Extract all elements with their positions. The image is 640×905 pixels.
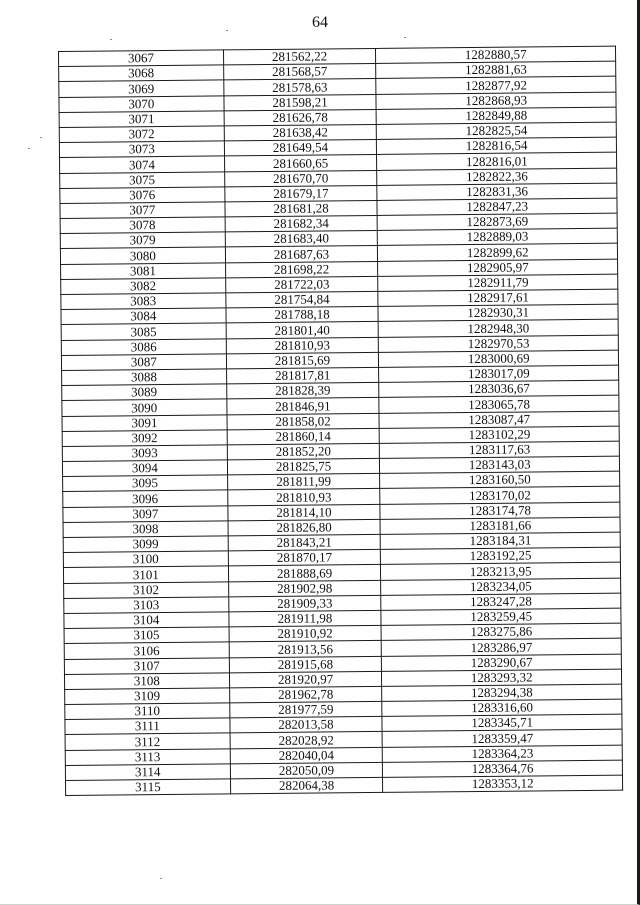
point-number-cell: 3099 (63, 536, 228, 553)
point-number-cell: 3098 (63, 521, 228, 538)
point-number-cell: 3103 (64, 597, 229, 614)
y-coordinate-cell: 1283065,78 (379, 395, 619, 412)
x-coordinate-cell: 281638,42 (224, 124, 377, 141)
y-coordinate-cell: 1283017,09 (379, 365, 619, 382)
point-number-cell: 3094 (62, 460, 227, 477)
x-coordinate-cell: 281910,92 (229, 626, 382, 643)
y-coordinate-cell: 1283117,63 (380, 441, 620, 458)
x-coordinate-cell: 281817,81 (226, 367, 379, 384)
y-coordinate-cell: 1283160,50 (380, 471, 620, 488)
point-number-cell: 3105 (64, 627, 229, 644)
point-number-cell: 3097 (63, 506, 228, 523)
point-number-cell: 3110 (65, 703, 230, 720)
x-coordinate-cell: 281815,69 (226, 352, 379, 369)
y-coordinate-cell: 1282816,54 (377, 137, 617, 154)
scan-speck (160, 878, 162, 879)
x-coordinate-cell: 281578,63 (223, 79, 376, 96)
y-coordinate-cell: 1283143,03 (380, 456, 620, 473)
scan-speck (226, 30, 228, 31)
y-coordinate-cell: 1283316,60 (382, 699, 622, 716)
y-coordinate-cell: 1283286,97 (382, 638, 622, 655)
point-number-cell: 3067 (59, 50, 224, 67)
x-coordinate-cell: 281852,20 (227, 443, 380, 460)
y-coordinate-cell: 1282868,93 (376, 92, 616, 109)
y-coordinate-cell: 1282822,36 (377, 168, 617, 185)
y-coordinate-cell: 1282889,03 (378, 228, 618, 245)
point-number-cell: 3102 (64, 581, 229, 598)
x-coordinate-cell: 281858,02 (227, 413, 380, 430)
x-coordinate-cell: 281670,70 (224, 170, 377, 187)
scan-speck (404, 37, 406, 38)
x-coordinate-cell: 281682,34 (225, 216, 378, 233)
x-coordinate-cell: 281870,17 (228, 550, 381, 567)
x-coordinate-cell: 282040,04 (230, 747, 383, 764)
x-coordinate-cell: 281681,28 (225, 200, 378, 217)
coordinates-table-body (59, 46, 623, 795)
point-number-cell: 3080 (60, 247, 225, 264)
x-coordinate-cell: 281962,78 (229, 686, 382, 703)
point-number-cell: 3106 (64, 642, 229, 659)
x-coordinate-cell: 282028,92 (230, 732, 383, 749)
y-coordinate-cell: 1283247,28 (381, 593, 621, 610)
y-coordinate-cell: 1283359,47 (382, 730, 622, 747)
x-coordinate-cell: 281814,10 (228, 504, 381, 521)
point-number-cell: 3115 (66, 779, 231, 796)
point-number-cell: 3079 (60, 232, 225, 249)
point-number-cell: 3091 (62, 414, 227, 431)
y-coordinate-cell: 1283364,23 (383, 745, 623, 762)
point-number-cell: 3089 (62, 384, 227, 401)
x-coordinate-cell: 281598,21 (224, 94, 377, 111)
point-number-cell: 3090 (62, 399, 227, 416)
point-number-cell: 3083 (61, 293, 226, 310)
point-number-cell: 3095 (63, 475, 228, 492)
y-coordinate-cell: 1283000,69 (379, 350, 619, 367)
x-coordinate-cell: 281846,91 (227, 398, 380, 415)
point-number-cell: 3104 (64, 612, 229, 629)
y-coordinate-cell: 1283345,71 (382, 714, 622, 731)
point-number-cell: 3109 (65, 688, 230, 705)
x-coordinate-cell: 281649,54 (224, 140, 377, 157)
page-number: 64 (312, 14, 328, 31)
point-number-cell: 3085 (61, 323, 226, 340)
y-coordinate-cell: 1283184,31 (381, 532, 621, 549)
y-coordinate-cell: 1282873,69 (378, 213, 618, 230)
x-coordinate-cell: 281698,22 (225, 261, 378, 278)
y-coordinate-cell: 1282847,23 (377, 198, 617, 215)
y-coordinate-cell: 1283290,67 (382, 654, 622, 671)
point-number-cell: 3070 (59, 95, 224, 112)
point-number-cell: 3086 (61, 338, 226, 355)
y-coordinate-cell: 1282849,88 (376, 107, 616, 124)
x-coordinate-cell: 281915,68 (229, 656, 382, 673)
x-coordinate-cell: 281913,56 (229, 641, 382, 658)
x-coordinate-cell: 282064,38 (230, 777, 383, 794)
y-coordinate-cell: 1282831,36 (377, 183, 617, 200)
point-number-cell: 3100 (63, 551, 228, 568)
point-number-cell: 3087 (61, 354, 226, 371)
x-coordinate-cell: 281754,84 (225, 291, 378, 308)
x-coordinate-cell: 282050,09 (230, 762, 383, 779)
x-coordinate-cell: 281909,33 (228, 595, 381, 612)
y-coordinate-cell: 1282970,53 (379, 335, 619, 352)
point-number-cell: 3076 (60, 187, 225, 204)
x-coordinate-cell: 281860,14 (227, 428, 380, 445)
y-coordinate-cell: 1283234,05 (381, 578, 621, 595)
y-coordinate-cell: 1283087,47 (379, 411, 619, 428)
y-coordinate-cell: 1283294,38 (382, 684, 622, 701)
point-number-cell: 3075 (60, 171, 225, 188)
y-coordinate-cell: 1283275,86 (381, 623, 621, 640)
point-number-cell: 3096 (63, 490, 228, 507)
point-number-cell: 3108 (64, 673, 229, 690)
x-coordinate-cell: 281888,69 (228, 565, 381, 582)
point-number-cell: 3088 (62, 369, 227, 386)
x-coordinate-cell: 281801,40 (226, 322, 379, 339)
x-coordinate-cell: 281660,65 (224, 155, 377, 172)
point-number-cell: 3112 (65, 733, 230, 750)
point-number-cell: 3069 (59, 80, 224, 97)
scan-speck (110, 39, 112, 40)
point-number-cell: 3107 (64, 657, 229, 674)
point-number-cell: 3071 (59, 111, 224, 128)
point-number-cell: 3084 (61, 308, 226, 325)
point-number-cell: 3082 (61, 278, 226, 295)
scan-speck (28, 148, 30, 149)
point-number-cell: 3093 (62, 445, 227, 462)
y-coordinate-cell: 1282880,57 (376, 46, 616, 63)
y-coordinate-cell: 1282948,30 (379, 320, 619, 337)
y-coordinate-cell: 1282917,61 (378, 289, 618, 306)
point-number-cell: 3081 (61, 263, 226, 280)
y-coordinate-cell: 1282899,62 (378, 244, 618, 261)
y-coordinate-cell: 1282816,01 (377, 152, 617, 169)
point-number-cell: 3113 (65, 749, 230, 766)
x-coordinate-cell: 281977,59 (229, 701, 382, 718)
point-number-cell: 3077 (60, 202, 225, 219)
x-coordinate-cell: 281788,18 (226, 307, 379, 324)
x-coordinate-cell: 281683,40 (225, 231, 378, 248)
x-coordinate-cell: 281811,99 (227, 474, 380, 491)
point-number-cell: 3074 (60, 156, 225, 173)
y-coordinate-cell: 1283364,76 (383, 760, 623, 777)
x-coordinate-cell: 281920,97 (229, 671, 382, 688)
coordinates-table (58, 46, 623, 797)
x-coordinate-cell: 281810,93 (227, 489, 380, 506)
y-coordinate-cell: 1283213,95 (381, 562, 621, 579)
y-coordinate-cell: 1283353,12 (383, 775, 623, 792)
y-coordinate-cell: 1282911,79 (378, 274, 618, 291)
x-coordinate-cell: 281568,57 (223, 64, 376, 81)
x-coordinate-cell: 281911,98 (229, 610, 382, 627)
point-number-cell: 3114 (65, 764, 230, 781)
x-coordinate-cell: 281679,17 (224, 185, 377, 202)
y-coordinate-cell: 1283192,25 (381, 547, 621, 564)
point-number-cell: 3072 (59, 126, 224, 143)
point-number-cell: 3092 (62, 430, 227, 447)
x-coordinate-cell: 281722,03 (225, 276, 378, 293)
x-coordinate-cell: 281843,21 (228, 534, 381, 551)
x-coordinate-cell: 281825,75 (227, 458, 380, 475)
y-coordinate-cell: 1283170,02 (380, 487, 620, 504)
y-coordinate-cell: 1282877,92 (376, 77, 616, 94)
scan-speck (40, 137, 42, 138)
point-number-cell: 3068 (59, 65, 224, 82)
point-number-cell: 3101 (63, 566, 228, 583)
y-coordinate-cell: 1283174,78 (380, 502, 620, 519)
y-coordinate-cell: 1282881,63 (376, 61, 616, 78)
x-coordinate-cell: 282013,58 (230, 717, 383, 734)
y-coordinate-cell: 1283293,32 (382, 669, 622, 686)
x-coordinate-cell: 281828,39 (226, 383, 379, 400)
x-coordinate-cell: 281902,98 (228, 580, 381, 597)
y-coordinate-cell: 1282825,54 (377, 122, 617, 139)
point-number-cell: 3111 (65, 718, 230, 735)
y-coordinate-cell: 1283259,45 (381, 608, 621, 625)
y-coordinate-cell: 1283181,66 (380, 517, 620, 534)
y-coordinate-cell: 1282905,97 (378, 259, 618, 276)
point-number-cell: 3073 (59, 141, 224, 158)
y-coordinate-cell: 1283036,67 (379, 380, 619, 397)
x-coordinate-cell: 281826,80 (228, 519, 381, 536)
x-coordinate-cell: 281562,22 (223, 48, 376, 65)
y-coordinate-cell: 1283102,29 (380, 426, 620, 443)
y-coordinate-cell: 1282930,31 (378, 304, 618, 321)
x-coordinate-cell: 281687,63 (225, 246, 378, 263)
point-number-cell: 3078 (60, 217, 225, 234)
x-coordinate-cell: 281810,93 (226, 337, 379, 354)
x-coordinate-cell: 281626,78 (224, 109, 377, 126)
